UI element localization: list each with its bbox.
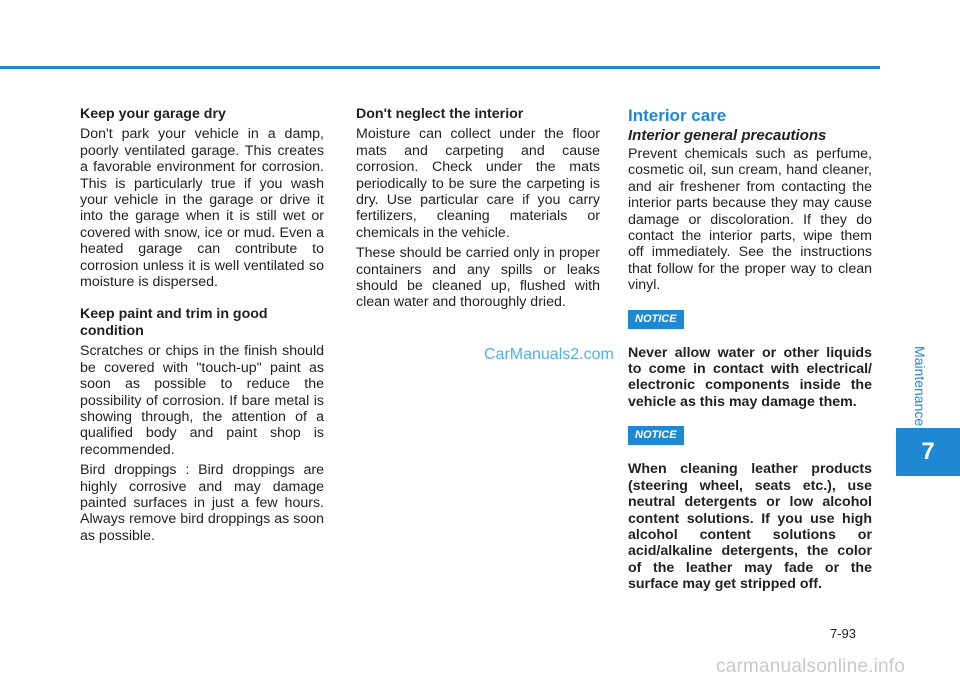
side-section-label: Maintenance xyxy=(912,345,928,427)
column-middle xyxy=(356,106,600,311)
page-number: 7-93 xyxy=(830,626,857,641)
watermark-center: CarManuals2.com xyxy=(484,346,614,363)
column-left xyxy=(80,106,324,544)
notice-text-leather: When cleaning leather products (steering wheel, seats etc.), use neutral detergents or low alcohol content solutions. If you use high alcohol content solutions or acid/alkaline detergents, the color of the leather may fade or the surface may get stripped off. xyxy=(628,461,872,593)
paragraph-moisture: Moisture can collect under the floor mats and carpeting and cause corrosion. Check under the mats periodically to be sure the carpeting is dry. Use particular care if you carry fertilizers, cleaning materials or chemicals in the vehicle. xyxy=(356,126,600,241)
heading-paint-trim: Keep paint and trim in good condition xyxy=(80,306,268,339)
chapter-tab: 7 xyxy=(896,428,960,476)
paragraph-bird-droppings: Bird droppings : Bird droppings are highly corrosive and may damage painted surfaces in just a few hours. Always remove bird droppings as soon as possible. xyxy=(80,462,324,544)
paragraph-containers: These should be carried only in proper containers and any spills or leaks should be cleaned up, flushed with clean water and thoroughly dried. xyxy=(356,245,600,311)
heading-garage-dry: Keep your garage dry xyxy=(80,106,226,122)
column-right xyxy=(628,106,872,593)
top-rule xyxy=(0,66,880,69)
paragraph-garage-dry: Don't park your vehicle in a damp, poorly ventilated garage. This creates a favorable environment for corrosion. This is particularly true if you wash your vehicle in the garage or drive it into the garage when it is still wet or covered with snow, ice or mud. Even a heated garage can contribute to corrosion unless it is well ventilated so moisture is dispersed. xyxy=(80,126,324,291)
paragraph-paint-trim: Scratches or chips in the finish should be covered with "touch-up" paint as soon as possible to reduce the possibility of corrosion. If bare metal is showing through, the attention of a qualified body and paint shop is recommended. xyxy=(80,343,324,458)
notice-badge: NOTICE xyxy=(628,310,684,329)
notice-badge-2: NOTICE xyxy=(628,426,684,445)
section-title-interior-care: Interior care xyxy=(628,106,727,125)
watermark-bottom: carmanualsonline.info xyxy=(716,656,906,677)
paragraph-chemicals: Prevent chemicals such as perfume, cosmetic oil, sun cream, hand cleaner, and air freshener from contacting the interior parts because they may cause damage or discoloration. If they do contact the interior parts, wipe them off immediately. See the instructions that follow for the proper way to clean vinyl. xyxy=(628,146,872,294)
subsection-title-precautions: Interior general precautions xyxy=(628,127,827,144)
notice-text-liquids: Never allow water or other liquids to come in contact with electrical/ electronic components inside the vehicle as this may damage them. xyxy=(628,344,872,410)
heading-interior-neglect: Don't neglect the interior xyxy=(356,106,524,122)
